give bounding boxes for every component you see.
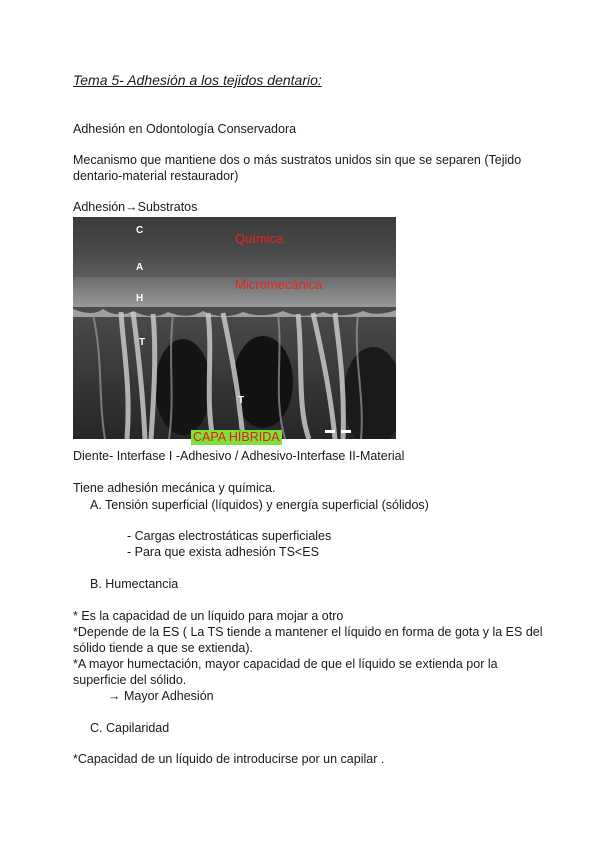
humectancia-note-4: *A mayor humectación, mayor capacidad de que el líquido se extienda por la (73, 657, 498, 671)
label-t-2: T (238, 395, 245, 406)
definition-line-1: Mecanismo que mantiene dos o más sustratos unidos sin que se separen (Tejido (73, 153, 522, 167)
sem-micrograph (73, 217, 396, 439)
item-a-bullet-2: - Para que exista adhesión TS<ES (127, 545, 319, 559)
page-title: Tema 5- Adhesión a los tejidos dentario: (73, 72, 322, 88)
humectancia-note-5: superficie del sólido. (73, 673, 187, 687)
subtitle: Adhesión en Odontología Conservadora (73, 122, 297, 136)
interface-line: Diente- Interfase I -Adhesivo / Adhesivo-Interfase II-Material (73, 449, 405, 463)
label-t-1: T (139, 337, 146, 348)
label-c: C (136, 225, 144, 236)
micrograph-illustration (73, 217, 396, 439)
item-a: A. Tensión superficial (líquidos) y energía superficial (sólidos) (90, 498, 429, 512)
item-b: B. Humectancia (90, 577, 179, 591)
label-a: A (136, 262, 144, 273)
substrates-heading: Adhesión→Substratos (73, 200, 198, 214)
mayor-adhesion: → Mayor Adhesión (108, 689, 214, 703)
humectancia-note-3: sólido tiende a que se extienda). (73, 641, 253, 655)
item-c: C. Capilaridad (90, 721, 170, 735)
hybrid-layer-label: CAPA HÍBRIDA (193, 430, 280, 444)
humectancia-note-1: * Es la capacidad de un líquido para mojar a otro (73, 609, 344, 623)
label-h: H (136, 293, 144, 304)
capilaridad-note: *Capacidad de un líquido de introducirse por un capilar . (73, 752, 385, 766)
label-quimica: Química (235, 231, 284, 246)
definition-line-2: dentario-material restaurador) (73, 169, 239, 183)
label-micromecanica: Micromecánica (235, 277, 323, 292)
intro-types: Tiene adhesión mecánica y química. (73, 481, 276, 495)
humectancia-note-2: *Depende de la ES ( La TS tiende a mantener el líquido en forma de gota y la ES del (73, 625, 543, 639)
item-a-bullet-1: - Cargas electrostáticas superficiales (127, 529, 332, 543)
